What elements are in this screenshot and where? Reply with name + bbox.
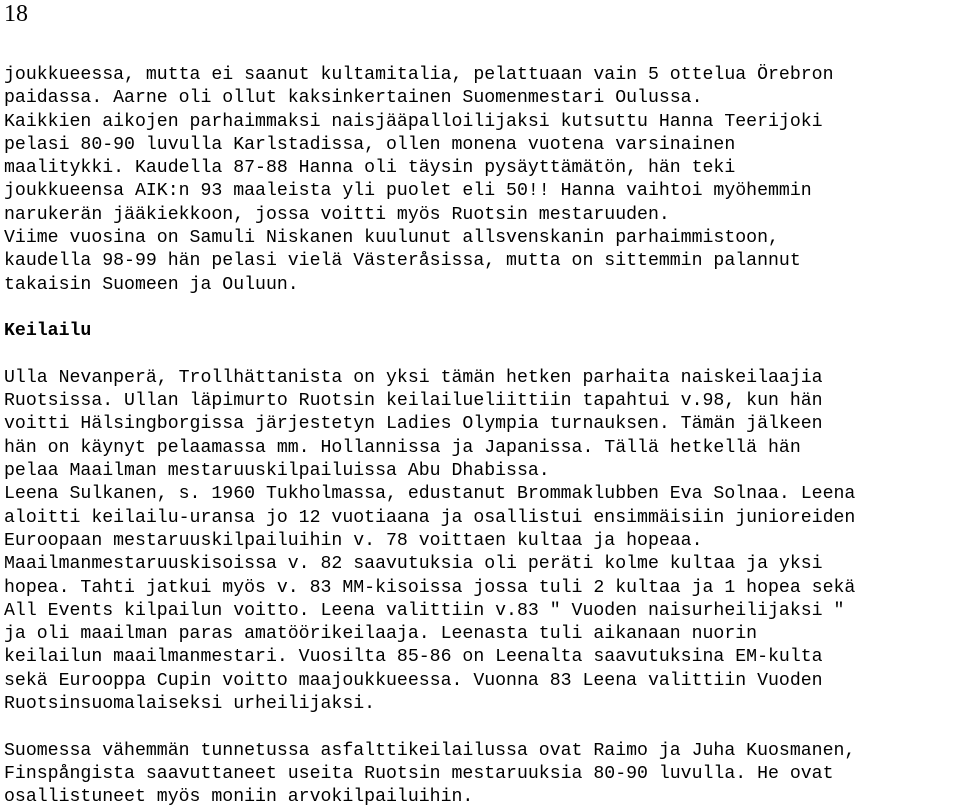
text-line: All Events kilpailun voitto. Leena valittiin v.83 " Vuoden naisurheilijaksi " <box>4 600 845 621</box>
page-number: 18 <box>4 1 28 27</box>
spacer <box>4 344 960 367</box>
text-line: hopea. Tahti jatkui myös v. 83 MM-kisoissa jossa tuli 2 kultaa ja 1 hopea sekä <box>4 577 856 598</box>
text-line: Maailmanmestaruuskisoissa v. 82 saavutuksia oli peräti kolme kultaa ja yksi <box>4 554 823 575</box>
text-line: voitti Hälsingborgissa järjestetyn Ladies Olympia turnauksen. Tämän jälkeen <box>4 414 823 435</box>
text-line: joukkueessa, mutta ei saanut kultamitalia, pelattuaan vain 5 ottelua Örebron <box>4 65 834 85</box>
text-line: Ruotsissa. Ullan läpimurto Ruotsin keilailueliittiin tapahtui v.98, kun hän <box>4 391 823 412</box>
text-line: sekä Eurooppa Cupin voitto maajoukkueessa. Vuonna 83 Leena valittiin Vuoden <box>4 670 823 691</box>
text-line: Euroopaan mestaruuskilpailuihin v. 78 voittaen kultaa ja hopeaa. <box>4 530 703 551</box>
text-line: Kaikkien aikojen parhaimmaksi naisjääpalloilijaksi kutsuttu Hanna Teerijoki <box>4 111 823 132</box>
text-line: Suomessa vähemmän tunnetussa asfalttikeilailussa ovat Raimo ja Juha Kuosmanen, <box>4 740 856 761</box>
paragraph-keilailu <box>4 367 960 716</box>
text-line: pelaa Maailman mestaruuskilpailuissa Abu Dhabissa. <box>4 461 550 482</box>
paragraph-asfalttikeilailu <box>4 740 960 810</box>
text-line: maalitykki. Kaudella 87-88 Hanna oli täysin pysäyttämätön, hän teki <box>4 158 736 179</box>
section-heading-keilailu: Keilailu <box>4 321 92 342</box>
text-line: Leena Sulkanen, s. 1960 Tukholmassa, edustanut Brommaklubben Eva Solnaa. Leena <box>4 484 856 505</box>
text-line: Viime vuosina on Samuli Niskanen kuulunut allsvenskanin parhaimmistoon, <box>4 228 779 249</box>
text-line: hän on käynyt pelaamassa mm. Hollannissa ja Japanissa. Tällä hetkellä hän <box>4 437 801 458</box>
text-line: narukerän jääkiekkoon, jossa voitti myös Ruotsin mestaruuden. <box>4 204 670 225</box>
text-line: pelasi 80-90 luvulla Karlstadissa, ollen monena vuotena varsinainen <box>4 134 736 155</box>
text-line: Ulla Nevanperä, Trollhättanista on yksi tämän hetken parhaita naiskeilaajia <box>4 367 823 388</box>
text-line: osallistuneet myös moniin arvokilpailuihin. <box>4 787 474 808</box>
paragraph-intro <box>4 64 960 297</box>
text-line: joukkueensa AIK:n 93 maaleista yli puolet eli 50!! Hanna vaihtoi myöhemmin <box>4 181 812 202</box>
text-line: Ruotsinsuomalaiseksi urheilijaksi. <box>4 694 376 715</box>
spacer <box>4 716 960 739</box>
text-line: aloitti keilailu-uransa jo 12 vuotiaana ja osallistui ensimmäisiin junioreiden <box>4 507 856 528</box>
spacer <box>4 297 960 320</box>
text-line: takaisin Suomeen ja Ouluun. <box>4 274 299 295</box>
text-line: keilailun maailmanmestari. Vuosilta 85-86 on Leenalta saavutuksina EM-kulta <box>4 647 823 668</box>
text-line: Finspångista saavuttaneet useita Ruotsin mestaruuksia 80-90 luvulla. He ovat <box>4 763 834 784</box>
document-body <box>4 64 960 810</box>
text-line: kaudella 98-99 hän pelasi vielä Västeråsissa, mutta on sittemmin palannut <box>4 251 801 272</box>
text-line: ja oli maailman paras amatöörikeilaaja. Leenasta tuli aikanaan nuorin <box>4 624 758 645</box>
text-line: paidassa. Aarne oli ollut kaksinkertainen Suomenmestari Oulussa. <box>4 88 703 109</box>
